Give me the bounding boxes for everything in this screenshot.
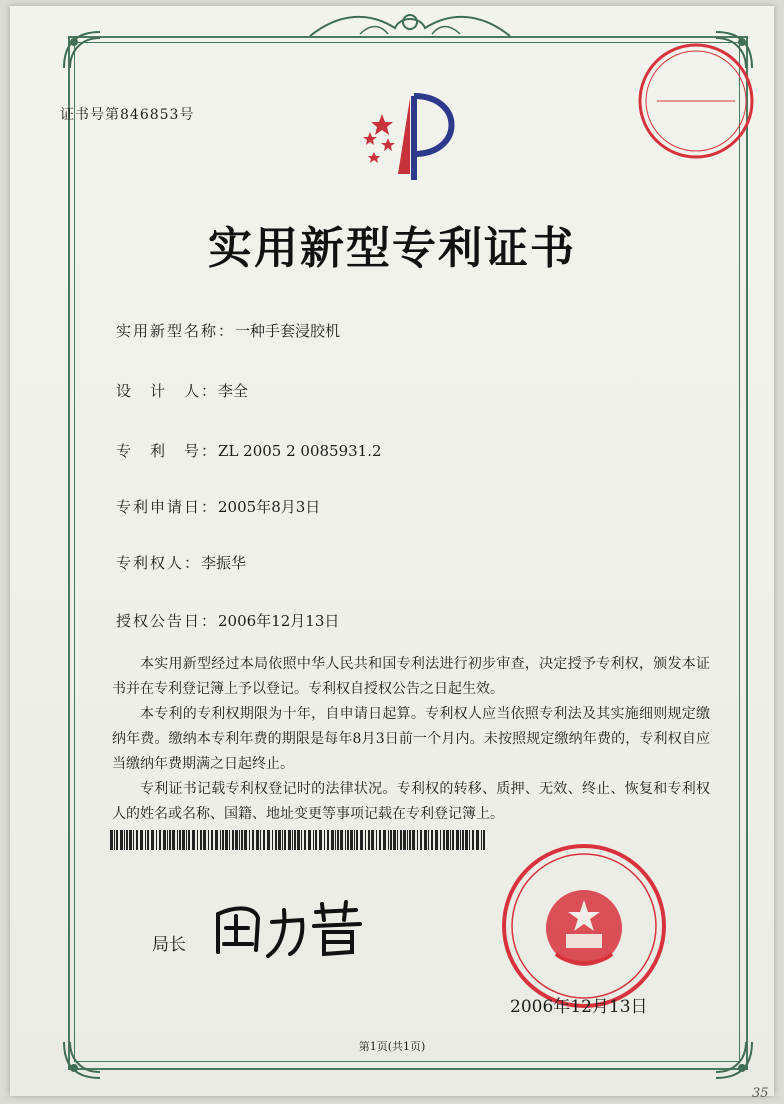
barcode-bar	[241, 830, 243, 850]
barcode-bar	[126, 830, 128, 850]
field-value: 李振华	[201, 554, 247, 572]
barcode-bar	[340, 830, 343, 850]
barcode-bar	[260, 830, 261, 850]
barcode-bar	[172, 830, 175, 850]
barcode-bar	[282, 830, 283, 850]
barcode-bar	[292, 830, 293, 850]
barcode-bar	[327, 830, 329, 850]
barcode-bar	[186, 830, 187, 850]
barcode-bar	[319, 830, 322, 850]
barcode-bar	[200, 830, 202, 850]
barcode-bar	[203, 830, 206, 850]
barcode-bar	[225, 830, 228, 850]
certificate-body	[112, 652, 710, 827]
barcode-bar	[481, 830, 482, 850]
barcode-bar	[412, 830, 415, 850]
field-patentee	[116, 552, 246, 573]
barcode-bar	[220, 830, 221, 850]
barcode-bar	[301, 830, 302, 850]
patent-office-emblem-icon	[352, 82, 472, 186]
barcode-bar	[313, 830, 314, 850]
barcode-bar	[469, 830, 470, 850]
barcode-bar	[120, 830, 123, 850]
corner-ornament-icon	[60, 28, 106, 74]
field-value: 李全	[218, 382, 249, 400]
national-ip-office-seal	[500, 842, 668, 1010]
barcode-bar	[390, 830, 392, 850]
barcode-bar	[388, 830, 389, 850]
barcode-bar	[182, 830, 185, 850]
barcode-bar	[345, 830, 346, 850]
barcode-bar	[462, 830, 464, 850]
barcode-bar	[354, 830, 355, 850]
barcode-bar	[383, 830, 386, 850]
barcode-bar	[239, 830, 240, 850]
barcode-bar	[110, 830, 113, 850]
barcode-bar	[417, 830, 418, 850]
barcode-bar	[397, 830, 398, 850]
barcode-bar	[403, 830, 406, 850]
barcode-bar	[450, 830, 451, 850]
barcode-bar	[337, 830, 339, 850]
barcode-bar	[197, 830, 198, 850]
field-value: 一种手套浸胶机	[235, 322, 341, 340]
barcode-bar	[379, 830, 381, 850]
barcode-bar	[129, 830, 132, 850]
barcode-bar	[409, 830, 411, 850]
barcode-bar	[263, 830, 265, 850]
barcode-bar	[159, 830, 161, 850]
barcode-bar	[267, 830, 270, 850]
barcode-bar	[356, 830, 358, 850]
barcode-bar	[136, 830, 138, 850]
barcode-bar	[284, 830, 286, 850]
barcode-bar	[215, 830, 218, 850]
tax-seal-stamp	[635, 40, 757, 162]
barcode-bar	[407, 830, 408, 850]
barcode-bar	[229, 830, 230, 850]
barcode-bar	[431, 830, 433, 850]
field-designer	[116, 380, 248, 401]
field-value: ZL 2005 2 0085931.2	[218, 442, 382, 460]
barcode-bar	[424, 830, 427, 850]
field-value: 2006年12月13日	[218, 612, 340, 630]
page-number: 第1页(共1页)	[358, 1040, 426, 1053]
barcode-bar	[400, 830, 402, 850]
barcode-bar	[365, 830, 366, 850]
barcode	[110, 830, 486, 850]
barcode-bar	[368, 830, 370, 850]
barcode-bar	[371, 830, 374, 850]
barcode-bar	[347, 830, 349, 850]
field-grant-date	[116, 610, 339, 631]
barcode-bar	[278, 830, 281, 850]
barcode-bar	[179, 830, 181, 850]
barcode-bar	[420, 830, 422, 850]
field-label: 专利权人：	[116, 554, 202, 572]
barcode-bar	[256, 830, 259, 850]
barcode-bar	[275, 830, 277, 850]
barcode-bar	[308, 830, 311, 850]
barcode-bar	[315, 830, 317, 850]
barcode-bar	[163, 830, 166, 850]
certificate-number: 证书号第846853号	[60, 107, 195, 123]
director-label: 局长	[152, 935, 186, 955]
barcode-bar	[304, 830, 306, 850]
handwritten-corner-mark: 35	[752, 1086, 769, 1101]
barcode-bar	[350, 830, 353, 850]
barcode-bar	[133, 830, 134, 850]
barcode-bar	[145, 830, 146, 850]
barcode-bar	[446, 830, 449, 850]
body-paragraph: 本实用新型经过本局依照中华人民共和国专利法进行初步审查，决定授予专利权，颁发本证书并在专利登记簿上予以登记。专利权自授权公告之日起生效。	[112, 656, 710, 697]
barcode-bar	[294, 830, 296, 850]
field-application-date	[116, 496, 320, 517]
barcode-bar	[192, 830, 195, 850]
field-label: 设 计 人：	[116, 382, 219, 400]
barcode-bar	[116, 830, 118, 850]
issue-date: 2006年12月13日	[510, 997, 648, 1017]
field-utility-model-name	[116, 320, 340, 341]
barcode-bar	[443, 830, 445, 850]
barcode-bar	[272, 830, 273, 850]
barcode-bar	[456, 830, 459, 850]
field-patent-number	[116, 440, 382, 461]
barcode-bar	[177, 830, 178, 850]
barcode-bar	[331, 830, 334, 850]
barcode-bar	[297, 830, 300, 850]
barcode-bar	[140, 830, 143, 850]
barcode-bar	[288, 830, 291, 850]
barcode-bar	[211, 830, 213, 850]
barcode-bar	[465, 830, 468, 850]
barcode-bar	[114, 830, 115, 850]
barcode-bar	[360, 830, 363, 850]
barcode-bar	[249, 830, 250, 850]
barcode-bar	[452, 830, 454, 850]
body-paragraph: 专利证书记载专利权登记时的法律状况。专利权的转移、质押、无效、终止、恢复和专利权人的姓名或名称、国籍、地址变更等事项记载在专利登记簿上。	[112, 781, 710, 822]
barcode-bar	[167, 830, 168, 850]
barcode-bar	[335, 830, 336, 850]
barcode-bar	[156, 830, 157, 850]
barcode-bar	[476, 830, 479, 850]
barcode-bar	[252, 830, 254, 850]
barcode-bar	[244, 830, 247, 850]
barcode-bar	[124, 830, 125, 850]
barcode-bar	[235, 830, 238, 850]
barcode-bar	[169, 830, 171, 850]
certificate-title: 实用新型专利证书	[208, 223, 576, 274]
field-label: 专 利 号：	[116, 442, 219, 460]
director-signature	[206, 892, 366, 964]
field-value: 2005年8月3日	[218, 498, 321, 516]
barcode-bar	[472, 830, 474, 850]
field-label: 授权公告日：	[116, 612, 219, 630]
field-label: 专利申请日：	[116, 498, 219, 516]
body-paragraph: 本专利的专利权期限为十年，自申请日起算。专利权人应当依照专利法及其实施细则规定缴纳年费。缴纳本专利年费的期限是每年8月3日前一个月内。未按照规定缴纳年费的，专利权自应当缴纳年费期满之日起终止。	[112, 706, 710, 772]
barcode-bar	[376, 830, 377, 850]
barcode-bar	[151, 830, 154, 850]
barcode-bar	[188, 830, 190, 850]
barcode-bar	[232, 830, 234, 850]
barcode-bar	[440, 830, 441, 850]
barcode-bar	[147, 830, 149, 850]
barcode-bar	[428, 830, 429, 850]
barcode-bar	[393, 830, 396, 850]
barcode-bar	[483, 830, 485, 850]
barcode-bar	[208, 830, 209, 850]
top-ornament-icon	[300, 8, 520, 44]
barcode-bar	[435, 830, 438, 850]
barcode-bar	[324, 830, 325, 850]
field-label: 实用新型名称：	[116, 322, 236, 340]
barcode-bar	[222, 830, 224, 850]
barcode-bar	[460, 830, 461, 850]
